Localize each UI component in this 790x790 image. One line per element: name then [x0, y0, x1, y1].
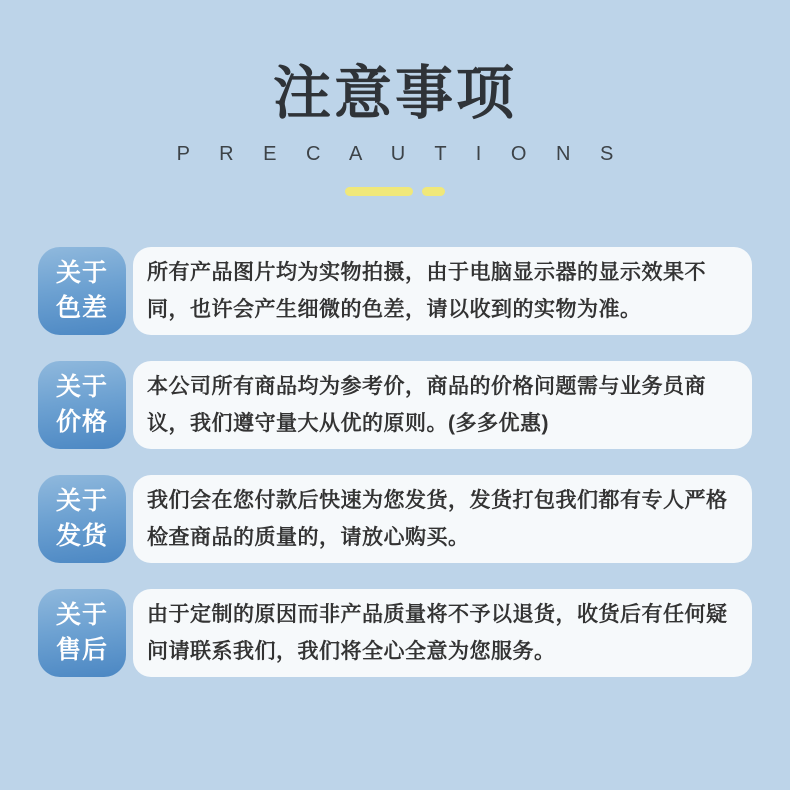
notice-row-after-sales: [38, 589, 752, 677]
tag-label-line1: 关于: [55, 601, 108, 630]
notice-text: 由于定制的原因而非产品质量将不予以退货，收货后有任何疑问请联系我们，我们将全心全意为您服务。: [147, 602, 728, 663]
tag-badge: [38, 247, 126, 335]
notice-card: [133, 475, 752, 563]
divider-bar-short: [422, 187, 445, 196]
tag-label-line2: 价格: [55, 407, 108, 436]
page-subtitle: P R E C A U T I O N S: [176, 142, 626, 165]
tag-label-line1: 关于: [55, 259, 108, 288]
notice-text: 我们会在您付款后快速为您发货，发货打包我们都有专人严格检查商品的质量的，请放心购买。: [147, 488, 728, 549]
notice-list: [0, 247, 790, 677]
tag-badge: [38, 361, 126, 449]
notice-text: 所有产品图片均为实物拍摄，由于电脑显示器的显示效果不同，也许会产生细微的色差，请以收到的实物为准。: [147, 260, 706, 321]
tag-label-line2: 售后: [55, 635, 108, 664]
divider-bar-long: [345, 187, 413, 196]
notice-card: [133, 361, 752, 449]
title-divider: [0, 187, 790, 196]
notice-row-color-difference: [38, 247, 752, 335]
tag-label-line2: 发货: [55, 521, 108, 550]
page-title: 注意事项: [272, 61, 517, 126]
notice-text: 本公司所有商品均为参考价，商品的价格问题需与业务员商议，我们遵守量大从优的原则。(多多优惠): [147, 374, 706, 435]
tag-label-line1: 关于: [55, 487, 108, 516]
tag-label-line1: 关于: [55, 373, 108, 402]
header: [0, 0, 790, 196]
tag-badge: [38, 589, 126, 677]
notice-card: [133, 589, 752, 677]
notice-card: [133, 247, 752, 335]
notice-row-price: [38, 361, 752, 449]
tag-label-line2: 色差: [55, 293, 108, 322]
tag-badge: [38, 475, 126, 563]
notice-row-shipping: [38, 475, 752, 563]
